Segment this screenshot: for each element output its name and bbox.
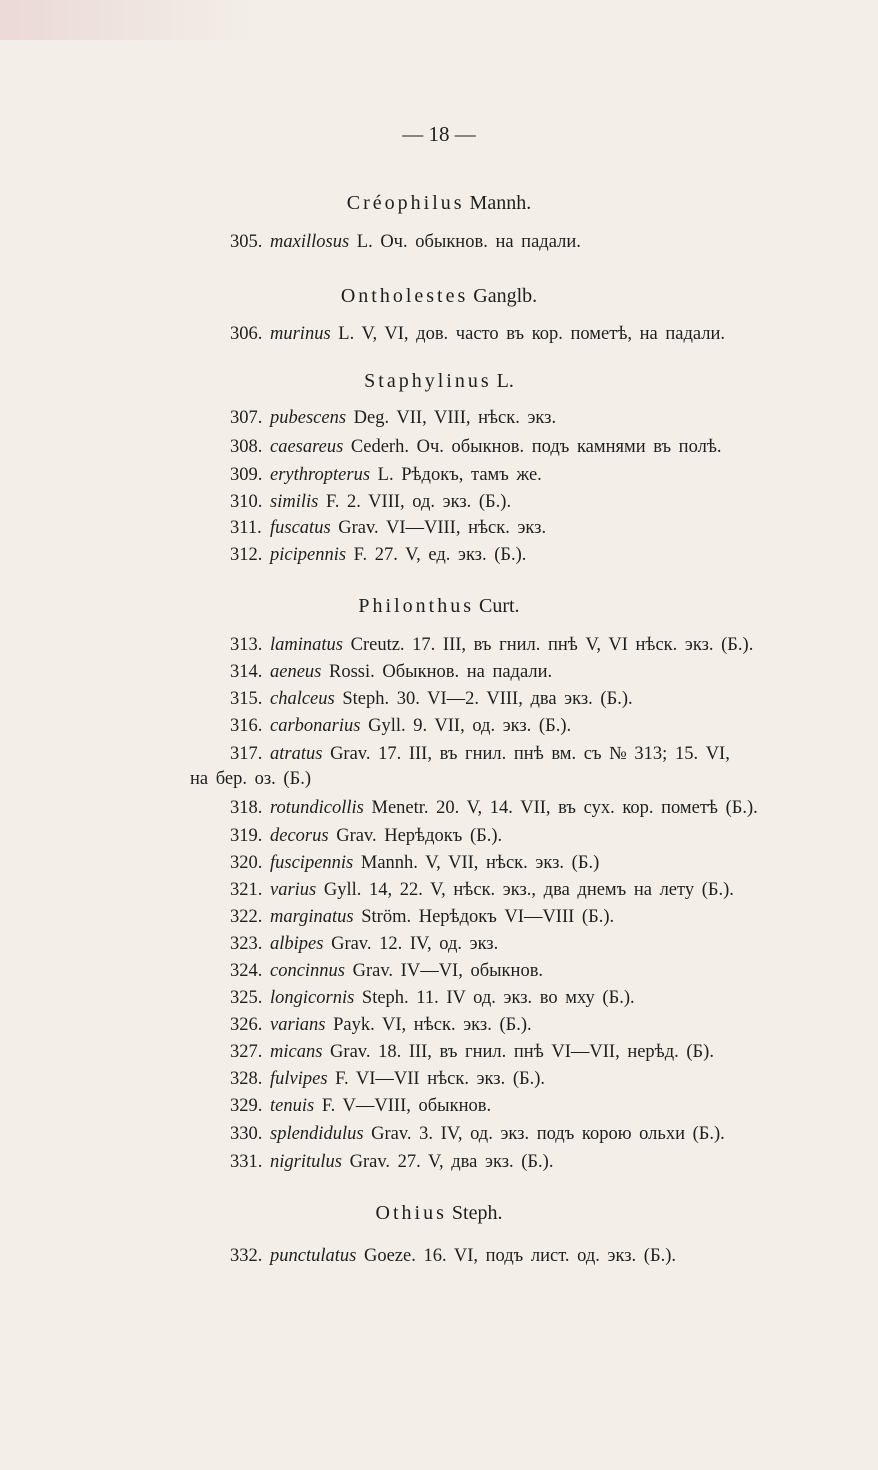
genus-author: Steph. (446, 1202, 503, 1224)
entry-text: Grav. Нерѣдокъ (Б.). (328, 826, 503, 846)
entry-text: F. VI—VII нѣск. экз. (Б.). (327, 1069, 546, 1089)
species-name: marginatus (270, 907, 354, 927)
entry-number: 324. (230, 961, 263, 981)
species-name: similis (270, 492, 319, 512)
entry-number: 320. (230, 853, 263, 873)
entry-text: Grav. 12. IV, од. экз. (323, 934, 499, 954)
entry-number: 327. (230, 1042, 263, 1062)
species-entry (230, 545, 526, 566)
species-entry (230, 826, 502, 847)
genus-name: Othius (375, 1202, 447, 1224)
species-name: varius (270, 880, 317, 900)
entry-text: Grav. 3. IV, од. экз. подъ корою ольхи (Б.). (363, 1124, 725, 1144)
species-name: fulvipes (270, 1069, 328, 1089)
species-name: fuscatus (270, 518, 331, 538)
genus-name: Créophilus (346, 192, 465, 214)
entry-number: 305. (230, 232, 263, 252)
species-entry (230, 1124, 725, 1145)
species-entry (230, 662, 552, 683)
genus-heading (0, 192, 878, 215)
species-entry (230, 437, 722, 458)
entry-number: 325. (230, 988, 263, 1008)
entry-text: Goeze. 16. VI, подъ лист. од. экз. (Б.). (356, 1246, 676, 1266)
species-name: carbonarius (270, 716, 361, 736)
page-number: — 18 — (402, 122, 476, 146)
genus-author: Curt. (474, 595, 520, 617)
genus-heading (0, 370, 878, 393)
genus-heading (0, 1202, 878, 1225)
genus-heading (0, 595, 878, 618)
entry-text: Mannh. V, VII, нѣск. экз. (Б.) (353, 853, 600, 873)
page-stain (0, 0, 260, 40)
entry-text: Creutz. 17. III, въ гнил. пнѣ V, VI нѣск. экз. (Б.). (342, 635, 754, 655)
species-entry (230, 465, 542, 486)
entry-number: 316. (230, 716, 263, 736)
species-entry (230, 492, 511, 513)
species-name: atratus (270, 744, 323, 764)
species-name: concinnus (270, 961, 346, 981)
species-entry (230, 1015, 532, 1036)
species-entry (230, 232, 581, 253)
entry-number: 313. (230, 635, 263, 655)
entry-number: 332. (230, 1246, 263, 1266)
entry-text: Menetr. 20. V, 14. VII, въ сух. кор. пометѣ (Б.). (363, 798, 758, 818)
entry-number: 323. (230, 934, 263, 954)
species-entry (230, 1042, 714, 1063)
species-name: tenuis (270, 1096, 315, 1116)
entry-text: Deg. VII, VIII, нѣск. экз. (346, 408, 557, 428)
species-name: nigritulus (270, 1152, 342, 1172)
entry-number: 314. (230, 662, 263, 682)
entry-number: 326. (230, 1015, 263, 1035)
entry-number: 322. (230, 907, 263, 927)
entry-number: 329. (230, 1096, 263, 1116)
species-name: aeneus (270, 662, 322, 682)
entry-number: 331. (230, 1152, 263, 1172)
entry-text: Grav. 18. III, въ гнил. пнѣ VI—VII, нерѣд. (Б). (322, 1042, 714, 1062)
entry-text: L. V, VI, дов. часто въ кор. пометѣ, на падали. (330, 324, 726, 344)
entry-number: 308. (230, 437, 263, 457)
entry-number: 318. (230, 798, 263, 818)
entry-text: Grav. 17. III, въ гнил. пнѣ вм. съ № 313; 15. VI, (322, 744, 730, 764)
genus-author: L. (491, 370, 514, 392)
species-name: decorus (270, 826, 329, 846)
entry-text: Steph. 11. IV од. экз. во мху (Б.). (354, 988, 635, 1008)
species-entry (230, 635, 753, 656)
entry-number: 319. (230, 826, 263, 846)
genus-name: Ontholestes (340, 285, 469, 307)
entry-text: Ström. Нерѣдокъ VI—VIII (Б.). (353, 907, 615, 927)
entry-number: 310. (230, 492, 263, 512)
species-name: longicornis (270, 988, 355, 1008)
species-name: erythropterus (270, 465, 371, 485)
entry-number: 317. (230, 744, 263, 764)
genus-name: Staphylinus (364, 370, 492, 392)
species-name: maxillosus (270, 232, 350, 252)
entry-text: Cederh. Оч. обыкнов. подъ камнями въ полѣ. (343, 437, 722, 457)
genus-heading (0, 285, 878, 308)
species-name: fuscipennis (270, 853, 354, 873)
species-entry (230, 853, 599, 874)
species-entry (230, 934, 498, 955)
entry-number: 321. (230, 880, 263, 900)
entry-text: F. 2. VIII, од. экз. (Б.). (318, 492, 512, 512)
species-name: splendidulus (270, 1124, 364, 1144)
entry-text: F. V—VIII, обыкнов. (314, 1096, 492, 1116)
species-entry (230, 1246, 676, 1267)
species-entry (230, 1152, 553, 1173)
species-entry (230, 1096, 491, 1117)
species-name: laminatus (270, 635, 343, 655)
species-entry (230, 408, 556, 429)
entry-text: F. 27. V, ед. экз. (Б.). (346, 545, 527, 565)
entry-number: 328. (230, 1069, 263, 1089)
species-entry (230, 518, 546, 539)
entry-number: 315. (230, 689, 263, 709)
entry-number: 307. (230, 408, 263, 428)
species-entry (230, 1069, 545, 1090)
entry-text: Payk. VI, нѣск. экз. (Б.). (325, 1015, 532, 1035)
species-name: murinus (270, 324, 331, 344)
entry-text: Grav. 27. V, два экз. (Б.). (341, 1152, 554, 1172)
entry-number: 306. (230, 324, 263, 344)
species-name: albipes (270, 934, 324, 954)
species-name: pubescens (270, 408, 347, 428)
species-entry (230, 798, 758, 819)
genus-name: Philonthus (358, 595, 474, 617)
entry-text: Rossi. Обыкнов. на падали. (321, 662, 553, 682)
entry-text: Gyll. 9. VII, од. экз. (Б.). (360, 716, 572, 736)
entry-text: Grav. IV—VI, обыкнов. (345, 961, 544, 981)
species-entry (230, 324, 725, 345)
species-entry (230, 880, 734, 901)
entry-text: Grav. VI—VIII, нѣск. экз. (330, 518, 547, 538)
species-name: rotundicollis (270, 798, 364, 818)
species-name: picipennis (270, 545, 347, 565)
genus-author: Mannh. (464, 192, 532, 214)
species-name: caesareus (270, 437, 344, 457)
entry-text: Gyll. 14, 22. V, нѣск. экз., два днемъ на лету (Б.). (316, 880, 734, 900)
entry-number: 309. (230, 465, 263, 485)
entry-number: 330. (230, 1124, 263, 1144)
entry-continuation: на бер. оз. (Б.) (190, 769, 311, 789)
species-name: punctulatus (270, 1246, 357, 1266)
entry-number: 312. (230, 545, 263, 565)
species-entry (230, 961, 543, 982)
entry-number: 311. (230, 518, 262, 538)
species-entry (230, 744, 730, 765)
genus-author: Ganglb. (468, 285, 538, 307)
entry-text: Steph. 30. VI—2. VIII, два экз. (Б.). (334, 689, 633, 709)
species-entry (230, 907, 614, 928)
species-entry (230, 689, 633, 710)
species-entry (230, 988, 635, 1009)
species-name: micans (270, 1042, 323, 1062)
species-entry (230, 716, 571, 737)
species-name: varians (270, 1015, 326, 1035)
entry-text: L. Оч. обыкнов. на падали. (349, 232, 581, 252)
entry-text: L. Рѣдокъ, тамъ же. (370, 465, 542, 485)
species-name: chalceus (270, 689, 335, 709)
